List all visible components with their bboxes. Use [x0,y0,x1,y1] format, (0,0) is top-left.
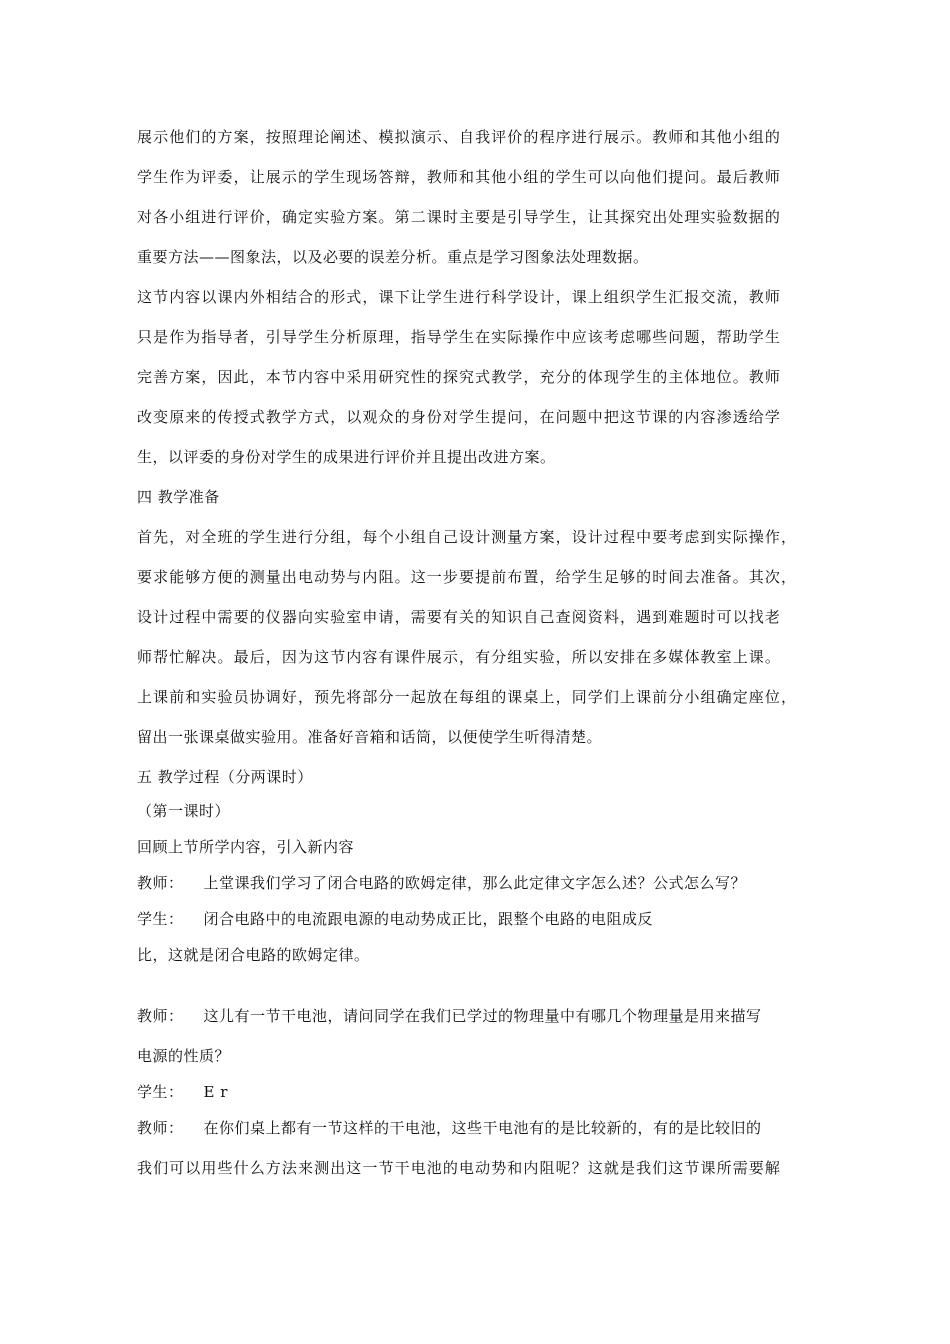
paragraph-3-line-5: 上课前和实验员协调好，预先将部分一起放在每组的课桌上，同学们上课前分小组确定座位， [137,688,798,706]
review-line: 回顾上节所学内容，引入新内容 [137,838,355,856]
paragraph-1-line-4: 重要方法——图象法，以及必要的误差分析。重点是学习图象法处理数据。 [137,248,649,266]
dialogue-text: 我们可以用些什么方法来测出这一节干电池的电动势和内阻呢？这就是我们这节课所需要解 [137,1159,782,1177]
dialogue-text: 比，这就是闭合电路的欧姆定律。 [137,946,370,964]
section-5-heading: 五 教学过程（分两课时） [137,768,313,786]
paragraph-1-line-1: 展示他们的方案，按照理论阐述、模拟演示、自我评价的程序进行展示。教师和其他小组的 [137,128,782,146]
dialogue-text: 上堂课我们学习了闭合电路的欧姆定律，那么此定律文字怎么述？公式怎么写？ [203,874,747,892]
dialogue-line-2 [137,909,653,929]
dialogue-line-7 [137,1118,762,1138]
paragraph-3-line-4: 师帮忙解决。最后，因为这节内容有课件展示，有分组实验，所以安排在多媒体教室上课。 [137,648,782,666]
dialogue-line-6 [137,1082,228,1102]
paragraph-1-line-2: 学生作为评委，让展示的学生现场答辩，教师和其他小组的学生可以向他们提问。最后教师 [137,168,782,186]
speaker-student: 学生： [137,1083,184,1101]
dialogue-text: 在你们桌上都有一节这样的干电池，这些干电池有的是比较新的，有的是比较旧的 [203,1119,762,1137]
paragraph-3-line-6: 留出一张课桌做实验用。准备好音箱和话筒，以便使学生听得清楚。 [137,728,603,746]
paragraph-2-line-1: 这节内容以课内外相结合的形式，课下让学生进行科学设计，课上组织学生汇报交流，教师 [137,288,782,306]
speaker-teacher: 教师： [137,874,184,892]
speaker-teacher: 教师： [137,1007,184,1025]
dialogue-text: E r [203,1083,228,1101]
dialogue-line-3 [137,945,370,965]
paragraph-3-line-1: 首先，对全班的学生进行分组，每个小组自己设计测量方案，设计过程中要考虑到实际操作， [137,528,798,546]
dialogue-line-8 [137,1158,781,1178]
speaker-student: 学生： [137,910,184,928]
paragraph-2-line-3: 完善方案，因此，本节内容中采用研究性的探究式教学，充分的体现学生的主体地位。教师 [137,368,782,386]
paragraph-2-line-5: 生，以评委的身份对学生的成果进行评价并且提出改进方案。 [137,448,556,466]
section-4-heading: 四 教学准备 [137,488,220,506]
paragraph-2-line-2: 只是作为指导者，引导学生分析原理，指导学生在实际操作中应该考虑哪些问题，帮助学生 [137,328,782,346]
dialogue-text: 电源的性质？ [137,1047,231,1065]
paragraph-1-line-3: 对各小组进行评价，确定实验方案。第二课时主要是引导学生，让其探究出处理实验数据的 [137,208,782,226]
dialogue-line-4 [137,1006,762,1026]
dialogue-text: 闭合电路中的电流跟电源的电动势成正比，跟整个电路的电阻成反 [203,910,654,928]
paragraph-3-line-3: 设计过程中需要的仪器向实验室申请，需要有关的知识自己查阅资料，遇到难题时可以找老 [137,608,782,626]
lesson-label: （第一课时） [137,802,231,820]
paragraph-3-line-2: 要求能够方便的测量出电动势与内阻。这一步要提前布置，给学生足够的时间去准备。其次， [137,568,798,586]
speaker-teacher: 教师： [137,1119,184,1137]
dialogue-line-5 [137,1046,230,1066]
paragraph-2-line-4: 改变原来的传授式教学方式，以观众的身份对学生提问，在问题中把这节课的内容渗透给学 [137,408,782,426]
dialogue-line-1 [137,873,746,893]
dialogue-text: 这儿有一节干电池，请问同学在我们已学过的物理量中有哪几个物理量是用来描写 [203,1007,762,1025]
